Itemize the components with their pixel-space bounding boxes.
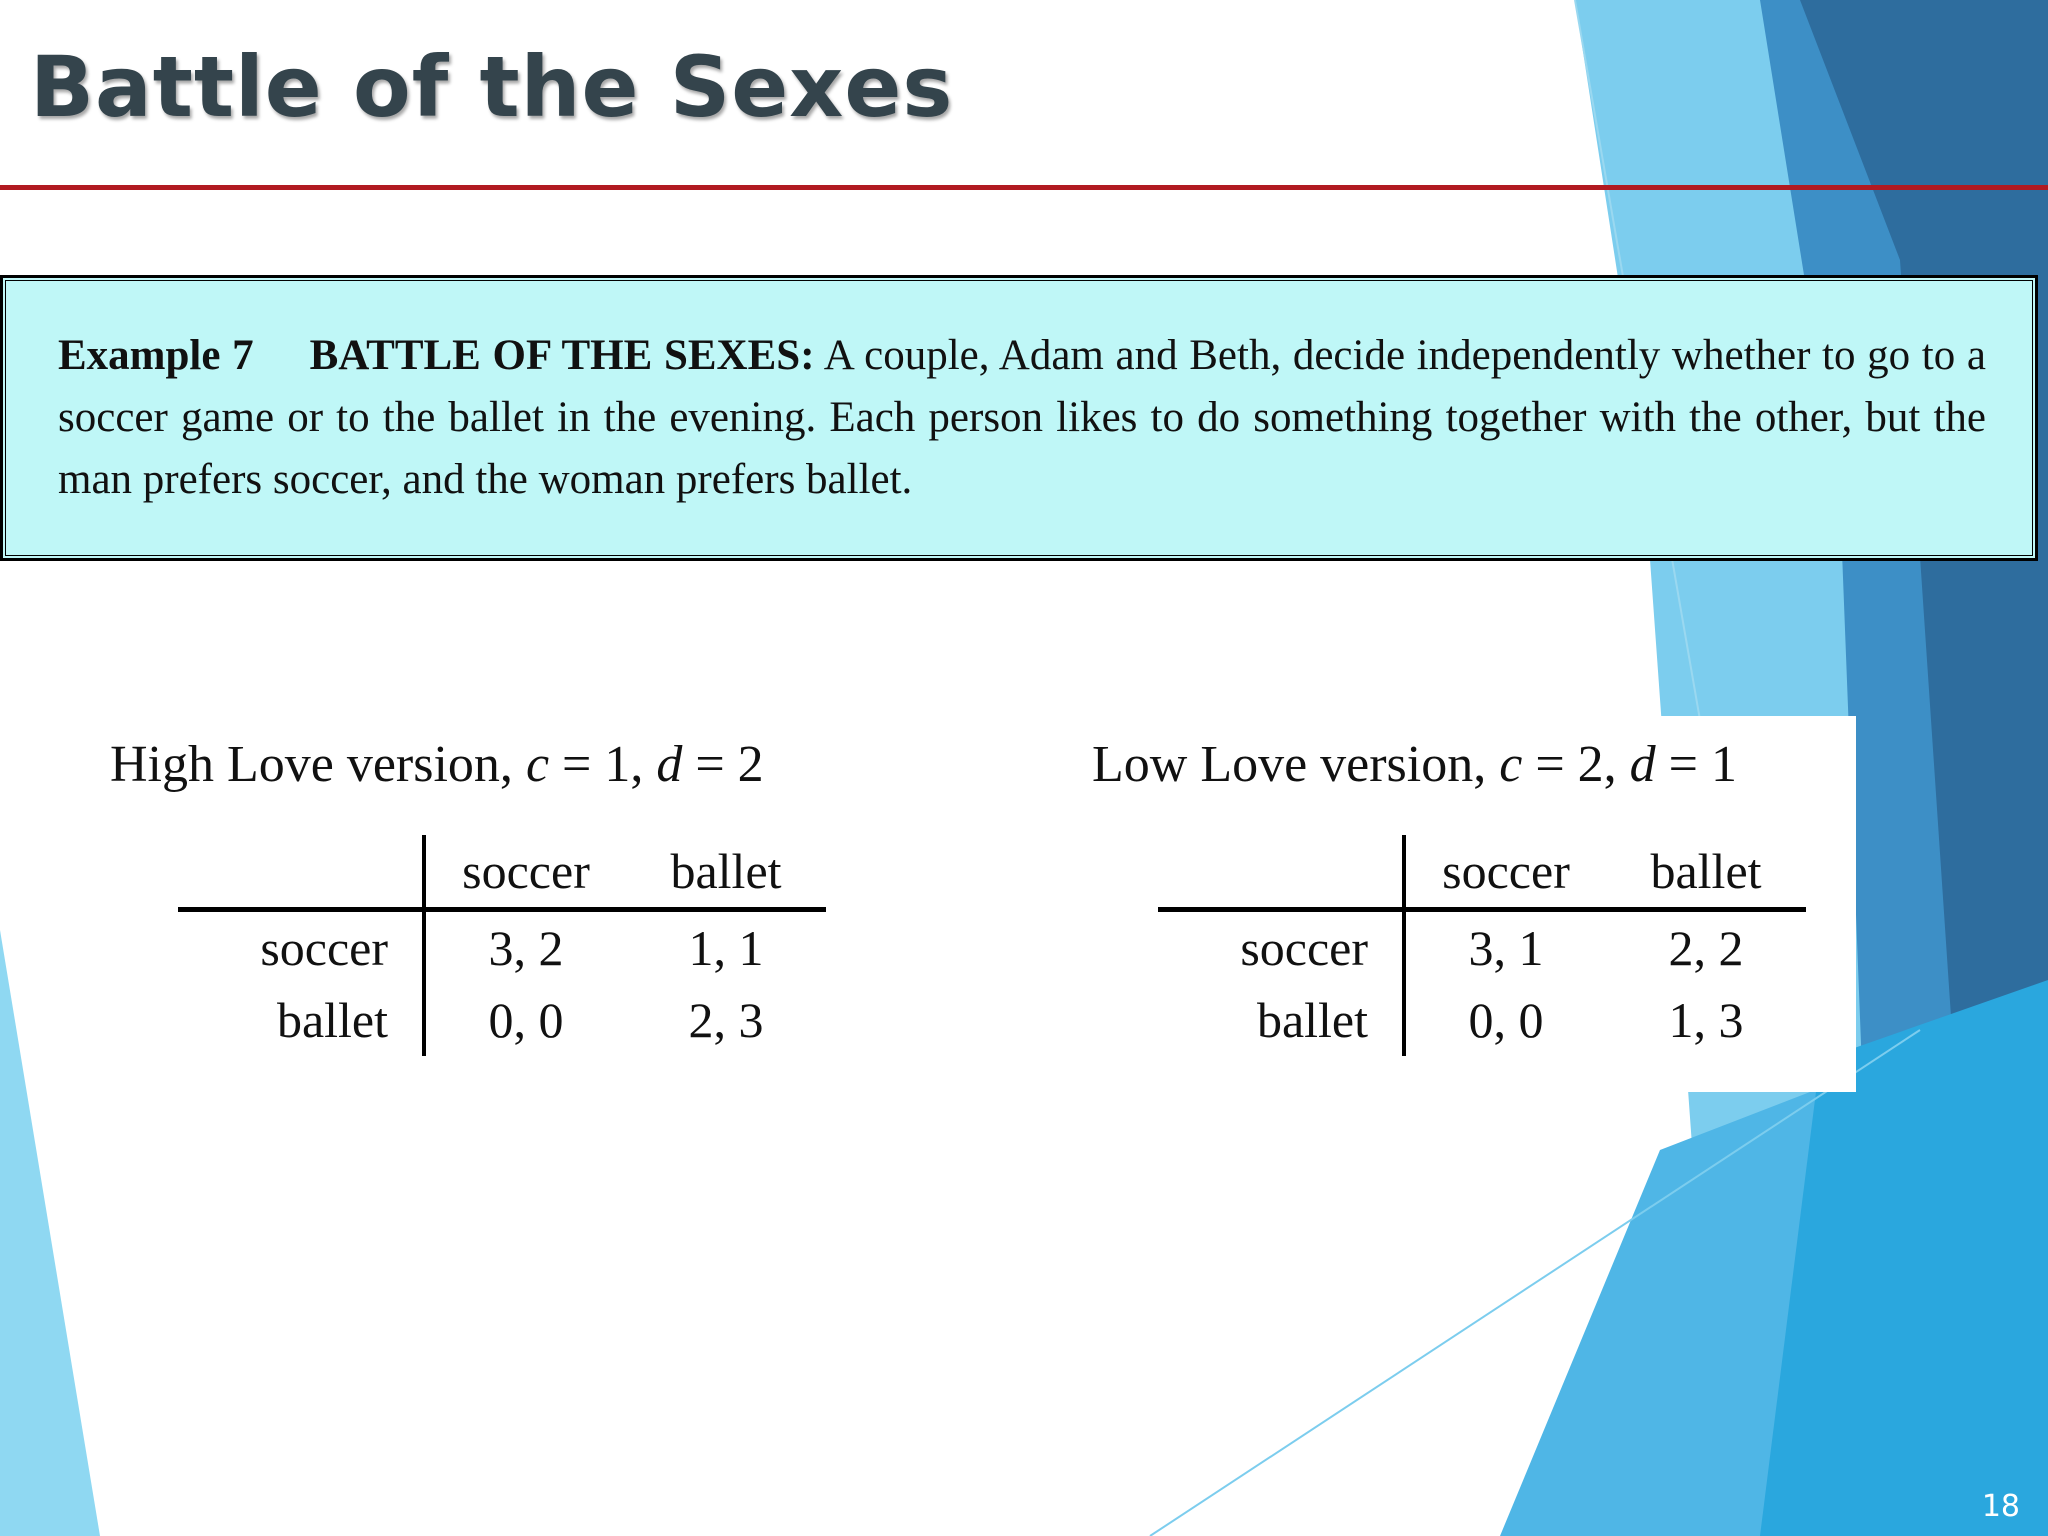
payoff-cell: 0, 0 bbox=[1468, 992, 1544, 1048]
payoff-cell: 0, 0 bbox=[488, 992, 564, 1048]
bg-facet-left bbox=[0, 930, 100, 1536]
table-row bbox=[178, 910, 826, 985]
row-header: soccer bbox=[1158, 910, 1404, 985]
caption-c-value: = 2, bbox=[1522, 736, 1630, 793]
caption-c-value: = 1, bbox=[549, 736, 657, 793]
payoff-cell: 2, 2 bbox=[1668, 920, 1744, 976]
low-love-caption bbox=[1092, 735, 1737, 794]
row-header: soccer bbox=[178, 910, 424, 985]
caption-prefix: High Love version, bbox=[110, 736, 526, 793]
caption-var-c: c bbox=[1499, 736, 1523, 793]
column-header: ballet bbox=[626, 835, 826, 910]
caption-var-d: d bbox=[1629, 736, 1656, 793]
slide-title: Battle of the Sexes bbox=[30, 38, 954, 136]
table-row bbox=[1158, 910, 1806, 985]
caption-var-d: d bbox=[656, 736, 683, 793]
payoff-cell: 3, 2 bbox=[488, 920, 564, 976]
payoff-cell: 1, 3 bbox=[1668, 992, 1744, 1048]
example-body: A couple, Adam and Beth, decide independently whether to go to a soccer game or to the ballet in the evening. Each person likes to do something together with the other, but the man prefers soccer, and the woman prefers ballet. bbox=[58, 332, 1986, 503]
example-heading: BATTLE OF THE SEXES: bbox=[309, 332, 815, 379]
table-row bbox=[178, 984, 826, 1056]
title-divider bbox=[0, 185, 2048, 190]
column-header: soccer bbox=[424, 835, 626, 910]
caption-d-value: = 2 bbox=[682, 736, 764, 793]
payoff-cell: 2, 3 bbox=[688, 992, 764, 1048]
table-header-row bbox=[178, 835, 826, 910]
table-row bbox=[1158, 984, 1806, 1056]
column-header: ballet bbox=[1606, 835, 1806, 910]
high-love-payoff-table bbox=[178, 835, 826, 1056]
example-text bbox=[58, 325, 1986, 511]
row-header: ballet bbox=[178, 984, 424, 1056]
caption-d-value: = 1 bbox=[1655, 736, 1737, 793]
caption-prefix: Low Love version, bbox=[1092, 736, 1500, 793]
caption-var-c: c bbox=[525, 736, 550, 793]
row-header: ballet bbox=[1158, 984, 1404, 1056]
payoff-cell: 1, 1 bbox=[688, 920, 764, 976]
example-label: Example 7 bbox=[58, 332, 254, 379]
table-corner bbox=[178, 835, 424, 910]
low-love-payoff-table bbox=[1158, 835, 1806, 1056]
payoff-cell: 3, 1 bbox=[1468, 920, 1544, 976]
page-number: 18 bbox=[1981, 1489, 2020, 1524]
table-header-row bbox=[1158, 835, 1806, 910]
table-corner bbox=[1158, 835, 1404, 910]
high-love-caption bbox=[110, 735, 764, 794]
column-header: soccer bbox=[1404, 835, 1606, 910]
